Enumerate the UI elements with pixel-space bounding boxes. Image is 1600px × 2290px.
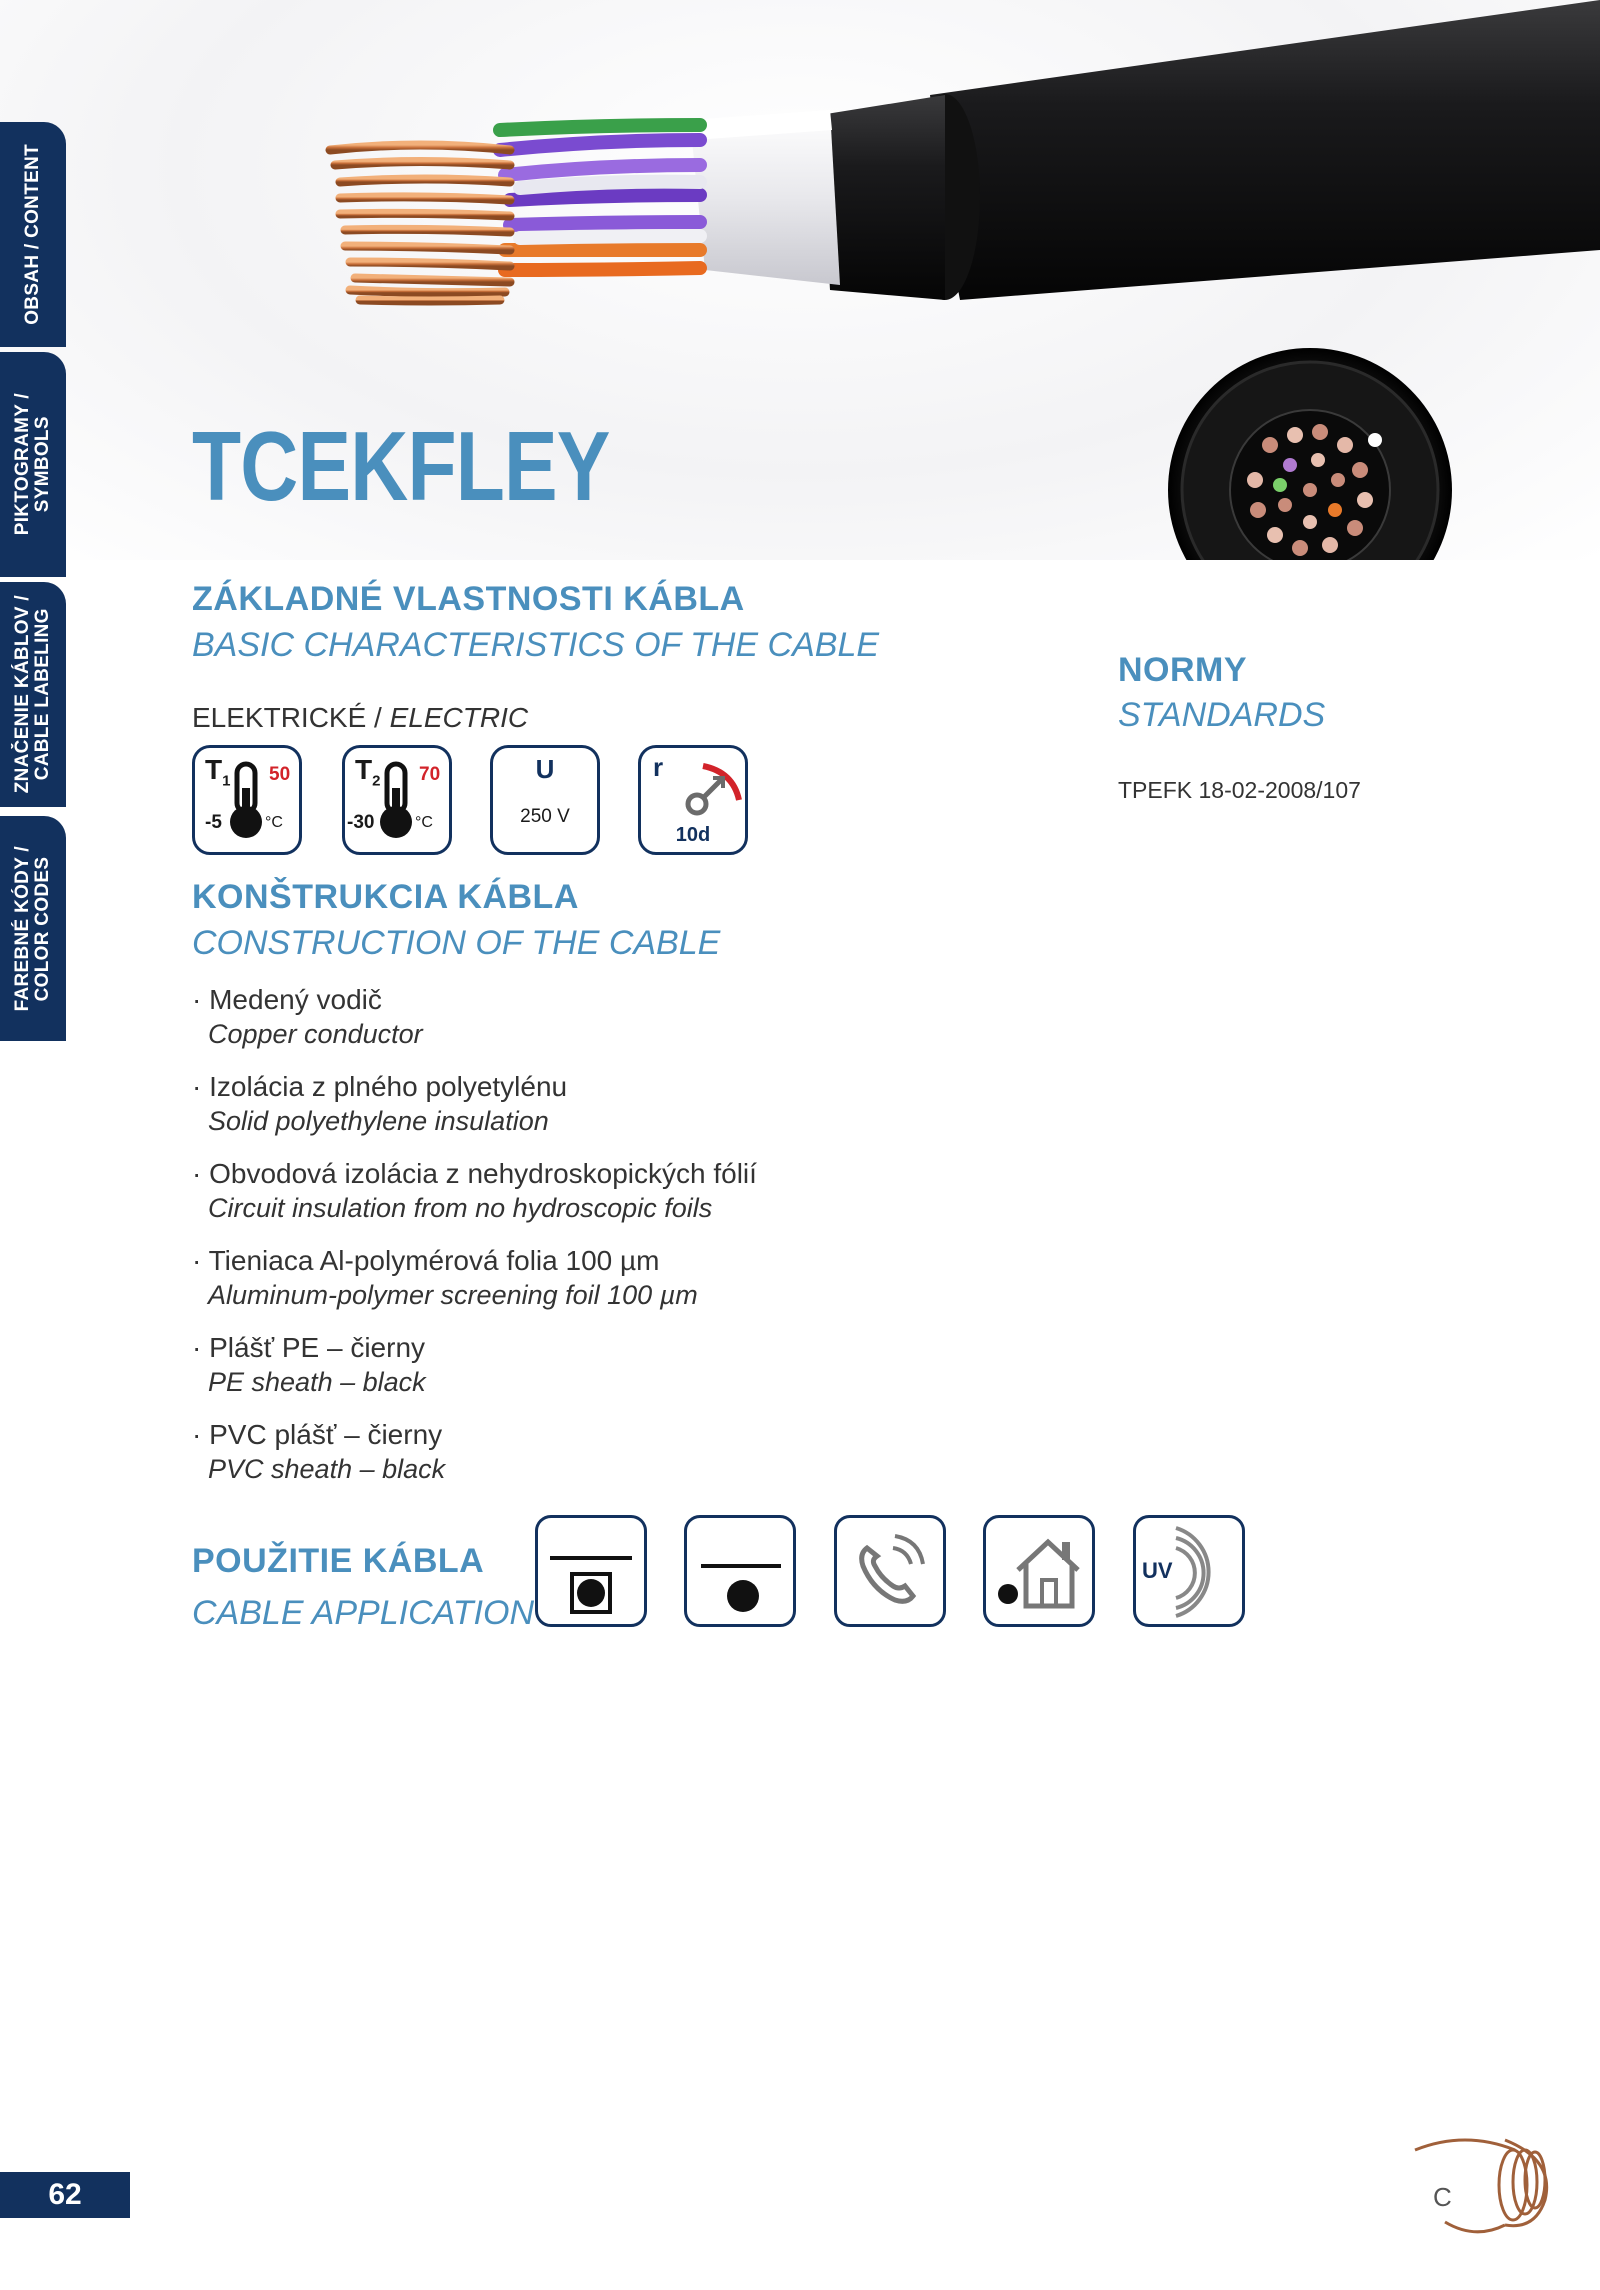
basic-heading-sk: ZÁKLADNÉ VLASTNOSTI KÁBLA [192, 580, 745, 618]
construction-item-sk: · Plášť PE – čierny [192, 1332, 426, 1363]
telephone-icon [834, 1515, 946, 1627]
construction-item-en: PE sheath – black [208, 1367, 426, 1397]
construction-item [192, 983, 423, 1051]
application-heading-en: CABLE APPLICATION [192, 1594, 534, 1632]
sidetab-content[interactable] [0, 122, 66, 347]
construction-item-en: Aluminum-polymer screening foil 100 µm [208, 1280, 698, 1310]
construction-item [192, 1418, 445, 1486]
t2-label: $T_2$ [355, 754, 381, 790]
construction-item-en: PVC sheath – black [208, 1454, 446, 1484]
voltage-label: U [535, 754, 555, 784]
sidetab-content-label: OBSAH / CONTENT [22, 144, 43, 325]
pictogram-temp-t1 [192, 745, 302, 855]
sidetab-symbols[interactable] [0, 352, 66, 577]
construction-item-en: Solid polyethylene insulation [208, 1106, 549, 1136]
voltage-value: 250 V [520, 806, 570, 827]
sidetab-symbols-label: PIKTOGRAMY / SYMBOLS [12, 393, 53, 536]
bend-radius-value: 10d [675, 824, 711, 846]
underground-icon [684, 1515, 796, 1627]
t1-min: -5 [205, 812, 222, 833]
standards-heading-en: STANDARDS [1118, 696, 1326, 734]
uv-icon [1133, 1515, 1245, 1627]
construction-item [192, 1331, 426, 1399]
application-heading-sk: POUŽITIE KÁBLA [192, 1542, 485, 1580]
pictogram-temp-t2 [342, 745, 452, 855]
logo-letter: C [1433, 2182, 1452, 2212]
electric-separator: / [366, 702, 390, 733]
basic-heading-en: BASIC CHARACTERISTICS OF THE CABLE [192, 626, 880, 664]
electric-en: ELECTRIC [389, 702, 529, 733]
sidetab-cable-labeling[interactable] [0, 582, 66, 807]
t2-unit: °C [415, 814, 433, 831]
sidetab-color-codes-label: FAREBNÉ KÓDY / COLOR CODES [12, 845, 53, 1012]
copper-coil-logo [1405, 2110, 1565, 2250]
standard-code: TPEFK 18-02-2008/107 [1118, 777, 1361, 803]
construction-item [192, 1070, 567, 1138]
t1-unit: °C [265, 814, 283, 831]
construction-item-sk: · Medený vodič [192, 984, 382, 1015]
pictogram-voltage [490, 745, 600, 855]
construction-item [192, 1157, 757, 1225]
construction-item-sk: · PVC plášť – čierny [192, 1419, 443, 1450]
construction-item [192, 1244, 698, 1312]
construction-item-sk: · Izolácia z plného polyetylénu [192, 1071, 568, 1102]
t1-label: $T_1$ [205, 754, 231, 790]
construction-heading-en: CONSTRUCTION OF THE CABLE [192, 924, 721, 962]
company-logo [1405, 2110, 1565, 2255]
uv-label: UV [1142, 1558, 1173, 1583]
indoor-icon [983, 1515, 1095, 1627]
bend-radius-label: r [653, 752, 664, 782]
sidetab-color-codes[interactable] [0, 816, 66, 1041]
pictogram-bend-radius [638, 745, 748, 855]
construction-heading-sk: KONŠTRUKCIA KÁBLA [192, 878, 579, 916]
t2-max: 70 [419, 764, 441, 785]
t1-max: 50 [269, 764, 291, 785]
construction-item-en: Copper conductor [208, 1019, 423, 1049]
page-number: 62 [0, 2172, 130, 2218]
electric-sk: ELEKTRICKÉ [192, 702, 367, 733]
page-title: TCEKFLEY [192, 411, 610, 521]
construction-item-sk: · Obvodová izolácia z nehydroskopických fólií [192, 1158, 757, 1189]
electric-subheading [192, 702, 528, 734]
t2-min: -30 [347, 812, 375, 833]
construction-item-en: Circuit insulation from no hydroscopic foils [208, 1193, 713, 1223]
duct-icon [535, 1515, 647, 1627]
sidetab-cable-labeling-label: ZNAČENIE KÁBLOV / CABLE LABELING [12, 595, 53, 794]
standards-heading-sk: NORMY [1118, 651, 1248, 689]
construction-item-sk: · Tieniaca Al-polymérová folia 100 µm [192, 1245, 660, 1276]
